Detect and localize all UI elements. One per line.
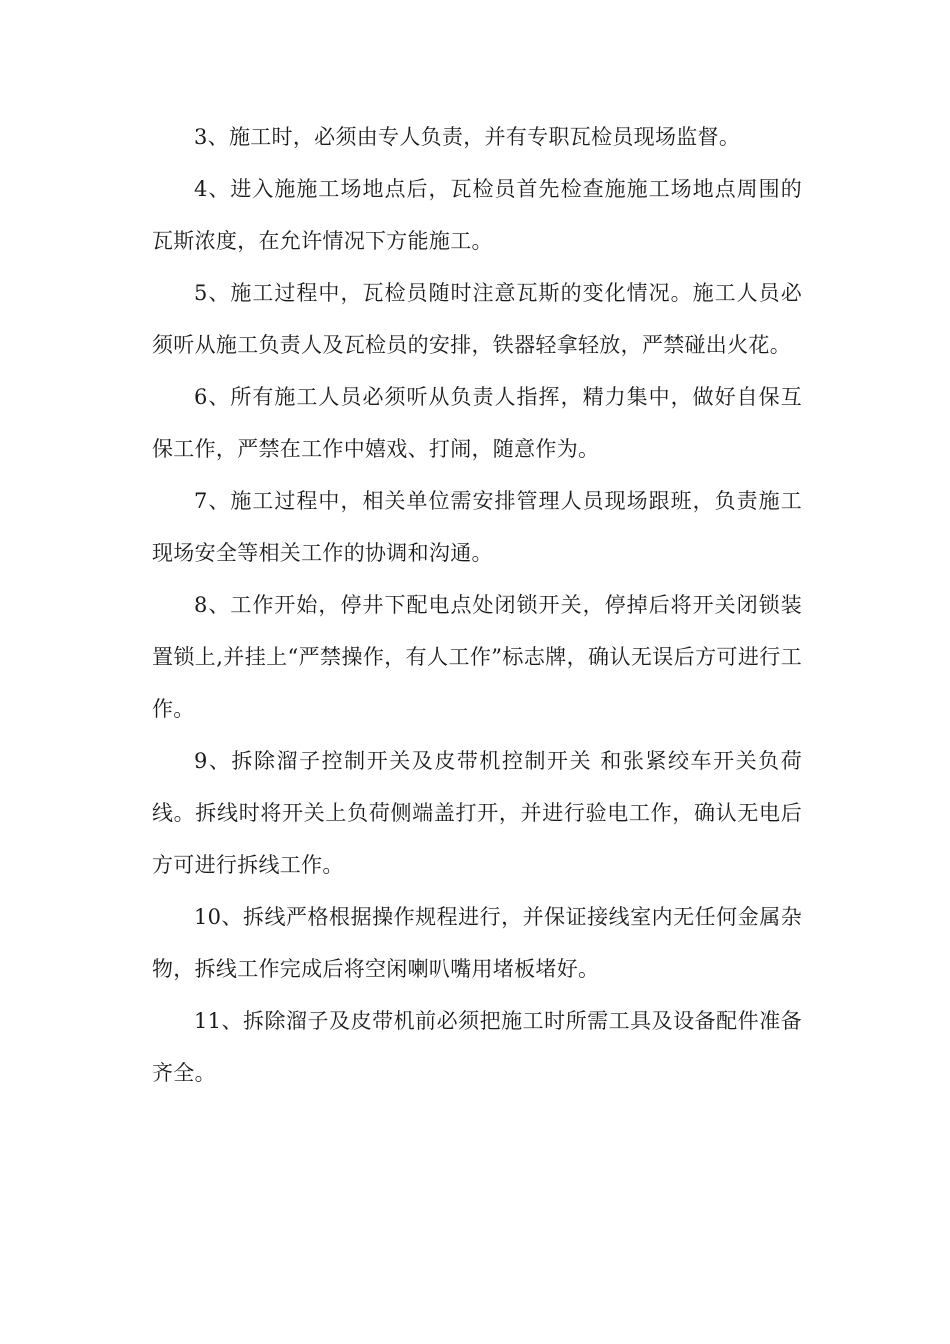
- paragraph-item-11: 11、拆除溜子及皮带机前必须把施工时所需工具及设备配件准备齐全。: [152, 1009, 802, 1085]
- paragraph-item-4: 4、进入施施工场地点后，瓦检员首先检查施施工场地点周围的瓦斯浓度，在允许情况下方能施工。: [152, 177, 802, 253]
- paragraph-item-9: 9、拆除溜子控制开关及皮带机控制开关 和张紧绞车开关负荷线。拆线时将开关上负荷侧端盖打开，并进行验电工作，确认无电后方可进行拆线工作。: [152, 749, 802, 877]
- paragraph-item-6: 6、所有施工人员必须听从负责人指挥，精力集中，做好自保互保工作，严禁在工作中嬉戏、打闹，随意作为。: [152, 385, 802, 461]
- paragraph-item-10: 10、拆线严格根据操作规程进行，并保证接线室内无任何金属杂物，拆线工作完成后将空闲喇叭嘴用堵板堵好。: [152, 905, 802, 981]
- paragraph-item-3: 3、施工时，必须由专人负责，并有专职瓦检员现场监督。: [194, 125, 741, 149]
- paragraph-item-7: 7、施工过程中，相关单位需安排管理人员现场跟班，负责施工现场安全等相关工作的协调和沟通。: [152, 489, 802, 565]
- document-body: [152, 111, 802, 1099]
- paragraph-item-8: 8、工作开始，停井下配电点处闭锁开关，停掉后将开关闭锁装置锁上,并挂上“严禁操作，有人工作”标志牌，确认无误后方可进行工作。: [152, 593, 802, 721]
- paragraph-item-5: 5、施工过程中，瓦检员随时注意瓦斯的变化情况。施工人员必须听从施工负责人及瓦检员的安排，铁器轻拿轻放，严禁碰出火花。: [152, 281, 802, 357]
